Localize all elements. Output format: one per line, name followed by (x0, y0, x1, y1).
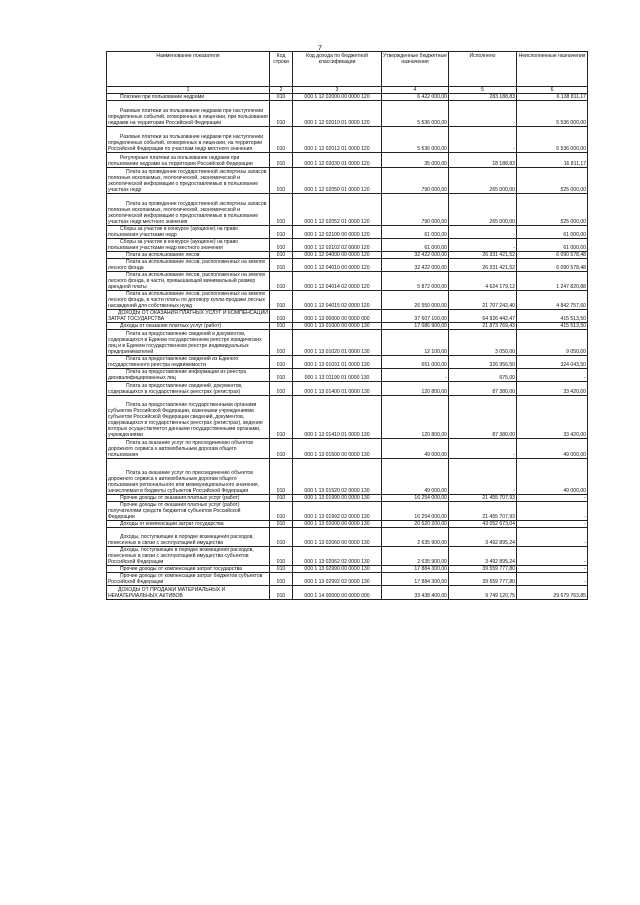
table-row (107, 194, 588, 226)
row-classification-code: 000 1 13 01400 01 0000 130 (293, 382, 382, 396)
row-approved: 17 884 300,00 (382, 566, 449, 573)
row-name: Плата за предоставление информации из реестра дисквалифицированных лиц (107, 369, 270, 382)
table-row (107, 101, 588, 127)
row-unexecuted: 1 247 820,88 (517, 272, 588, 291)
table-row (107, 547, 588, 566)
row-approved: 120 800,00 (382, 382, 449, 396)
header-code: Код строки (270, 52, 293, 87)
row-unexecuted: 525 000,00 (517, 194, 588, 226)
row-approved: - (382, 369, 449, 382)
table-row (107, 369, 588, 382)
row-unexecuted: - (517, 528, 588, 547)
row-name: Прочие доходы от оказания платных услуг (работ) (107, 495, 270, 502)
row-code: 010 (270, 382, 293, 396)
table-row (107, 291, 588, 310)
row-approved: 17 086 900,00 (382, 323, 449, 330)
row-unexecuted: 324 043,50 (517, 356, 588, 369)
row-code: 010 (270, 586, 293, 600)
row-code: 010 (270, 330, 293, 356)
table-row (107, 439, 588, 459)
row-executed: 3 050,00 (449, 330, 517, 356)
row-unexecuted: 9 050,00 (517, 330, 588, 356)
row-approved: 6 422 000,00 (382, 94, 449, 101)
row-code: 010 (270, 101, 293, 127)
row-executed: 675,00 (449, 369, 517, 382)
row-classification-code: 000 1 13 01520 02 0000 130 (293, 459, 382, 495)
row-classification-code: 000 1 12 02052 01 0000 120 (293, 194, 382, 226)
row-code: 010 (270, 252, 293, 259)
row-approved: 651 000,00 (382, 356, 449, 369)
row-approved: 12 100,00 (382, 330, 449, 356)
row-unexecuted: 5 536 000,00 (517, 101, 588, 127)
row-executed: 21 455 707,93 (449, 495, 517, 502)
row-name: Плата за использование лесов, расположенных на землях лесного фонда (107, 259, 270, 272)
row-classification-code: 000 1 13 02062 02 0000 130 (293, 547, 382, 566)
row-executed: 3 492 895,24 (449, 528, 517, 547)
row-code: 010 (270, 573, 293, 586)
row-approved: 37 607 100,00 (382, 310, 449, 323)
table-header (107, 52, 588, 87)
row-approved: 33 438 400,00 (382, 586, 449, 600)
row-name: Разовые платежи за пользование недрами при наступлении определенных событий, оговоренных в лицензии, при пользовании недрами на территории Российской Федерации (107, 101, 270, 127)
row-code: 010 (270, 356, 293, 369)
row-name: Прочие доходы от компенсации затрат государства (107, 566, 270, 573)
row-executed: 39 559 777,80 (449, 573, 517, 586)
row-code: 010 (270, 323, 293, 330)
row-classification-code: 000 1 12 02100 00 0000 120 (293, 226, 382, 239)
row-unexecuted: - (517, 573, 588, 586)
row-unexecuted: 415 513,50 (517, 310, 588, 323)
table-row (107, 239, 588, 252)
row-classification-code: 000 1 13 01020 01 0000 130 (293, 330, 382, 356)
row-code: 010 (270, 291, 293, 310)
column-number: 4 (382, 87, 449, 94)
table-row (107, 310, 588, 323)
row-unexecuted: 6 090 578,48 (517, 259, 588, 272)
row-executed: 283 188,83 (449, 94, 517, 101)
row-name: Доходы от компенсации затрат государства (107, 521, 270, 528)
row-name: Доходы, поступающие в порядке возмещения расходов, понесенных в связи с эксплуатацией имущества субъектов Российской Федерации (107, 547, 270, 566)
row-executed: 3 492 895,24 (449, 547, 517, 566)
row-code: 010 (270, 153, 293, 168)
row-code: 010 (270, 127, 293, 153)
row-code: 010 (270, 502, 293, 521)
header-executed: Исполнено (449, 52, 517, 87)
row-executed: 4 624 179,12 (449, 272, 517, 291)
row-name: Плата за использование лесов, расположенных на землях лесного фонда, в части платы по договору купли-продажи лесных насаждений для собственных нужд (107, 291, 270, 310)
row-classification-code: 000 1 13 01031 01 0000 130 (293, 356, 382, 369)
table-row (107, 356, 588, 369)
row-approved: 16 254 000,00 (382, 495, 449, 502)
row-name: Плата за предоставление государственными органами субъектов Российской Федерации, казенными учреждениями субъектов Российской Федерации сведений, документов, содержащихся в государственных реестрах (регистрах), ведение которых осуществляется данными государственными органами, учреждениями (107, 396, 270, 439)
row-code: 010 (270, 521, 293, 528)
row-classification-code: 000 1 13 01500 00 0000 130 (293, 439, 382, 459)
row-approved: 2 635 900,00 (382, 528, 449, 547)
table-row (107, 323, 588, 330)
row-approved: 5 872 000,00 (382, 272, 449, 291)
row-name: Доходы, поступающие в порядке возмещения расходов, понесенных в связи с эксплуатацией имущества (107, 528, 270, 547)
row-approved: 790 000,00 (382, 168, 449, 194)
row-unexecuted: - (517, 495, 588, 502)
table-row (107, 586, 588, 600)
row-classification-code: 000 1 12 02012 01 0000 120 (293, 127, 382, 153)
table-row (107, 153, 588, 168)
row-name: Платежи при пользовании недрами (107, 94, 270, 101)
row-unexecuted: 6 138 811,17 (517, 94, 588, 101)
row-executed: 21 455 707,93 (449, 502, 517, 521)
header-classification: Код дохода по бюджетной классификации (293, 52, 382, 87)
row-code: 010 (270, 194, 293, 226)
column-numbers-row (107, 87, 588, 94)
column-number: 5 (449, 87, 517, 94)
row-executed: 87 380,00 (449, 382, 517, 396)
table-row (107, 226, 588, 239)
row-name: Прочие доходы от оказания платных услуг (работ) получателями средств бюджетов субъектов Российской Федерации (107, 502, 270, 521)
row-executed: 21 707 242,40 (449, 291, 517, 310)
table-row (107, 382, 588, 396)
row-unexecuted: 415 513,50 (517, 323, 588, 330)
row-classification-code: 000 1 13 02992 02 0000 130 (293, 573, 382, 586)
row-classification-code: 000 1 12 02010 01 0000 120 (293, 101, 382, 127)
header-approved: Утвержденные бюджетные назначения (382, 52, 449, 87)
row-name: Плата за предоставление сведений и документов, содержащихся в Едином государственном реестре юридических лиц и в Едином государственном реестре индивидуальных предпринимателей (107, 330, 270, 356)
row-approved: 20 520 200,00 (382, 521, 449, 528)
row-name: Плата за использование лесов, расположенных на землях лесного фонда, в части, превышающей минимальный размер арендной платы (107, 272, 270, 291)
table-row (107, 573, 588, 586)
row-approved: 32 422 000,00 (382, 259, 449, 272)
row-name: Плата за предоставление сведений, документов, содержащихся в государственных реестрах (регистрах) (107, 382, 270, 396)
table-row (107, 94, 588, 101)
row-code: 010 (270, 310, 293, 323)
row-executed: - (449, 226, 517, 239)
row-unexecuted: - (517, 502, 588, 521)
row-classification-code: 000 1 13 01190 01 0000 130 (293, 369, 382, 382)
row-unexecuted: - (517, 566, 588, 573)
row-unexecuted: 4 842 757,60 (517, 291, 588, 310)
row-unexecuted: 29 679 763,85 (517, 586, 588, 600)
row-classification-code: 000 1 12 02050 01 0000 120 (293, 168, 382, 194)
row-name: Плата за проведение государственной экспертизы запасов полезных ископаемых, геологической, экономической и экологической информации о предоставляемых в пользование участках недр местного значения (107, 194, 270, 226)
row-classification-code: 000 1 13 00000 00 0000 000 (293, 310, 382, 323)
row-executed: - (449, 459, 517, 495)
row-executed: 87 380,00 (449, 396, 517, 439)
row-name: Плата за оказание услуг по присоединению объектов дорожного сервиса к автомобильным дорогам общего пользования (107, 439, 270, 459)
row-unexecuted: - (517, 369, 588, 382)
row-code: 010 (270, 168, 293, 194)
row-approved: 49 000,00 (382, 439, 449, 459)
row-executed: 18 188,83 (449, 153, 517, 168)
row-unexecuted: 5 536 000,00 (517, 127, 588, 153)
row-approved: 26 550 000,00 (382, 291, 449, 310)
row-code: 010 (270, 94, 293, 101)
row-code: 010 (270, 396, 293, 439)
row-code: 010 (270, 566, 293, 573)
row-name: Плата за использование лесов (107, 252, 270, 259)
row-unexecuted: 33 420,00 (517, 396, 588, 439)
row-approved: 16 254 000,00 (382, 502, 449, 521)
row-approved: 2 635 900,00 (382, 547, 449, 566)
row-name: ДОХОДЫ ОТ ОКАЗАНИЯ ПЛАТНЫХ УСЛУГ И КОМПЕНСАЦИИ ЗАТРАТ ГОСУДАРСТВА (108, 310, 268, 322)
row-approved: 32 422 000,00 (382, 252, 449, 259)
row-unexecuted: 33 420,00 (517, 382, 588, 396)
table-row (107, 168, 588, 194)
row-code: 010 (270, 495, 293, 502)
column-number: 3 (293, 87, 382, 94)
row-unexecuted: 61 000,00 (517, 239, 588, 252)
row-approved: 5 536 000,00 (382, 101, 449, 127)
table-row (107, 259, 588, 272)
table-row (107, 521, 588, 528)
header-unexecuted: Неисполненные назначения (517, 52, 588, 87)
row-unexecuted: 49 000,00 (517, 439, 588, 459)
table-row (107, 502, 588, 521)
row-classification-code: 000 1 12 04015 02 0000 120 (293, 291, 382, 310)
table-body (107, 94, 588, 600)
row-unexecuted: 61 000,00 (517, 226, 588, 239)
row-code: 010 (270, 439, 293, 459)
row-name: Сборы за участие в конкурсе (аукционе) на право пользования участками недр (107, 226, 270, 239)
table-row (107, 396, 588, 439)
row-classification-code: 000 1 12 02030 01 0000 120 (293, 153, 382, 168)
row-approved: 790 000,00 (382, 194, 449, 226)
row-executed: - (449, 239, 517, 252)
row-approved: 35 000,00 (382, 153, 449, 168)
row-executed: 21 873 769,43 (449, 323, 517, 330)
table-row (107, 330, 588, 356)
row-approved: 61 000,00 (382, 226, 449, 239)
row-classification-code: 000 1 13 01990 00 0000 130 (293, 495, 382, 502)
row-executed: - (449, 101, 517, 127)
column-number: 6 (517, 87, 588, 94)
row-classification-code: 000 1 13 01410 01 0000 130 (293, 396, 382, 439)
row-classification-code: 000 1 12 04010 00 0000 120 (293, 259, 382, 272)
row-name: Прочие доходы от компенсации затрат бюджетов субъектов Российской Федерации (107, 573, 270, 586)
row-code: 010 (270, 259, 293, 272)
row-executed: - (449, 127, 517, 153)
row-unexecuted: 525 000,00 (517, 168, 588, 194)
row-executed: 326 956,50 (449, 356, 517, 369)
column-number: 2 (270, 87, 293, 94)
row-executed: 265 000,00 (449, 168, 517, 194)
row-classification-code: 000 1 12 02000 00 0000 120 (293, 94, 382, 101)
row-unexecuted: 49 000,00 (517, 459, 588, 495)
row-executed: 64 926 442,47 (449, 310, 517, 323)
table-row (107, 528, 588, 547)
row-classification-code: 000 1 14 00000 00 0000 000 (293, 586, 382, 600)
budget-execution-table (106, 51, 588, 600)
row-classification-code: 000 1 13 01000 00 0000 130 (293, 323, 382, 330)
table-row (107, 272, 588, 291)
row-executed: 26 331 421,52 (449, 259, 517, 272)
row-executed: 265 000,00 (449, 194, 517, 226)
row-code: 010 (270, 226, 293, 239)
table-row (107, 495, 588, 502)
row-classification-code: 000 1 13 02060 00 0000 130 (293, 528, 382, 547)
row-approved: 120 800,00 (382, 396, 449, 439)
row-name: Разовые платежи за пользование недрами при наступлении определенных событий, оговоренных в лицензии, на территории Российской Федерации по участкам недр местного значения (107, 127, 270, 153)
row-name: Регулярные платежи за пользование недрами при пользовании недрами на территории Российской Федерации (107, 153, 270, 168)
table-row (107, 127, 588, 153)
table-row (107, 459, 588, 495)
row-code: 010 (270, 547, 293, 566)
row-code: 010 (270, 272, 293, 291)
table-row (107, 252, 588, 259)
header-name: Наименование показателя (107, 52, 270, 87)
row-executed: - (449, 439, 517, 459)
row-name: Плата за предоставление сведений из Единого государственного реестра недвижимости (107, 356, 270, 369)
row-name: ДОХОДЫ ОТ ПРОДАЖИ МАТЕРИАЛЬНЫХ И НЕМАТЕРИАЛЬНЫХ АКТИВОВ (107, 586, 270, 600)
row-executed: 9 749 120,75 (449, 586, 517, 600)
row-unexecuted: 6 090 578,48 (517, 252, 588, 259)
row-executed: 39 559 777,80 (449, 566, 517, 573)
row-approved: 5 536 000,00 (382, 127, 449, 153)
row-executed: 26 331 421,52 (449, 252, 517, 259)
row-classification-code: 000 1 12 04014 02 0000 120 (293, 272, 382, 291)
page-number: 7 (318, 45, 322, 52)
column-number: 1 (107, 87, 270, 94)
row-name: Плата за проведение государственной экспертизы запасов полезных ископаемых, геологической, экономической и экологической информации о предоставляемых в пользование участках недр (107, 168, 270, 194)
row-name: Доходы от оказания платных услуг (работ) (107, 323, 270, 330)
row-classification-code: 000 1 13 02990 00 0000 130 (293, 566, 382, 573)
row-code: 010 (270, 528, 293, 547)
row-unexecuted: - (517, 521, 588, 528)
row-name: Плата за оказание услуг по присоединению объектов дорожного сервиса к автомобильным дорогам общего пользования регионального или межмуниципального значения, зачисляемая в бюджеты субъектов Российской Федерации (107, 459, 270, 495)
row-unexecuted: 16 811,17 (517, 153, 588, 168)
row-classification-code: 000 1 12 02102 02 0000 120 (293, 239, 382, 252)
row-classification-code: 000 1 13 01992 02 0000 130 (293, 502, 382, 521)
row-approved: 17 884 300,00 (382, 573, 449, 586)
row-code: 010 (270, 459, 293, 495)
row-classification-code: 000 1 13 02000 00 0000 130 (293, 521, 382, 528)
row-code: 010 (270, 369, 293, 382)
row-name: Сборы за участие в конкурсе (аукционе) на право пользования участками недр местного значения (107, 239, 270, 252)
row-code: 010 (270, 239, 293, 252)
row-executed: 43 052 673,04 (449, 521, 517, 528)
row-unexecuted: - (517, 547, 588, 566)
row-classification-code: 000 1 12 04000 00 0000 120 (293, 252, 382, 259)
row-approved: 49 000,00 (382, 459, 449, 495)
row-approved: 61 000,00 (382, 239, 449, 252)
table-row (107, 566, 588, 573)
